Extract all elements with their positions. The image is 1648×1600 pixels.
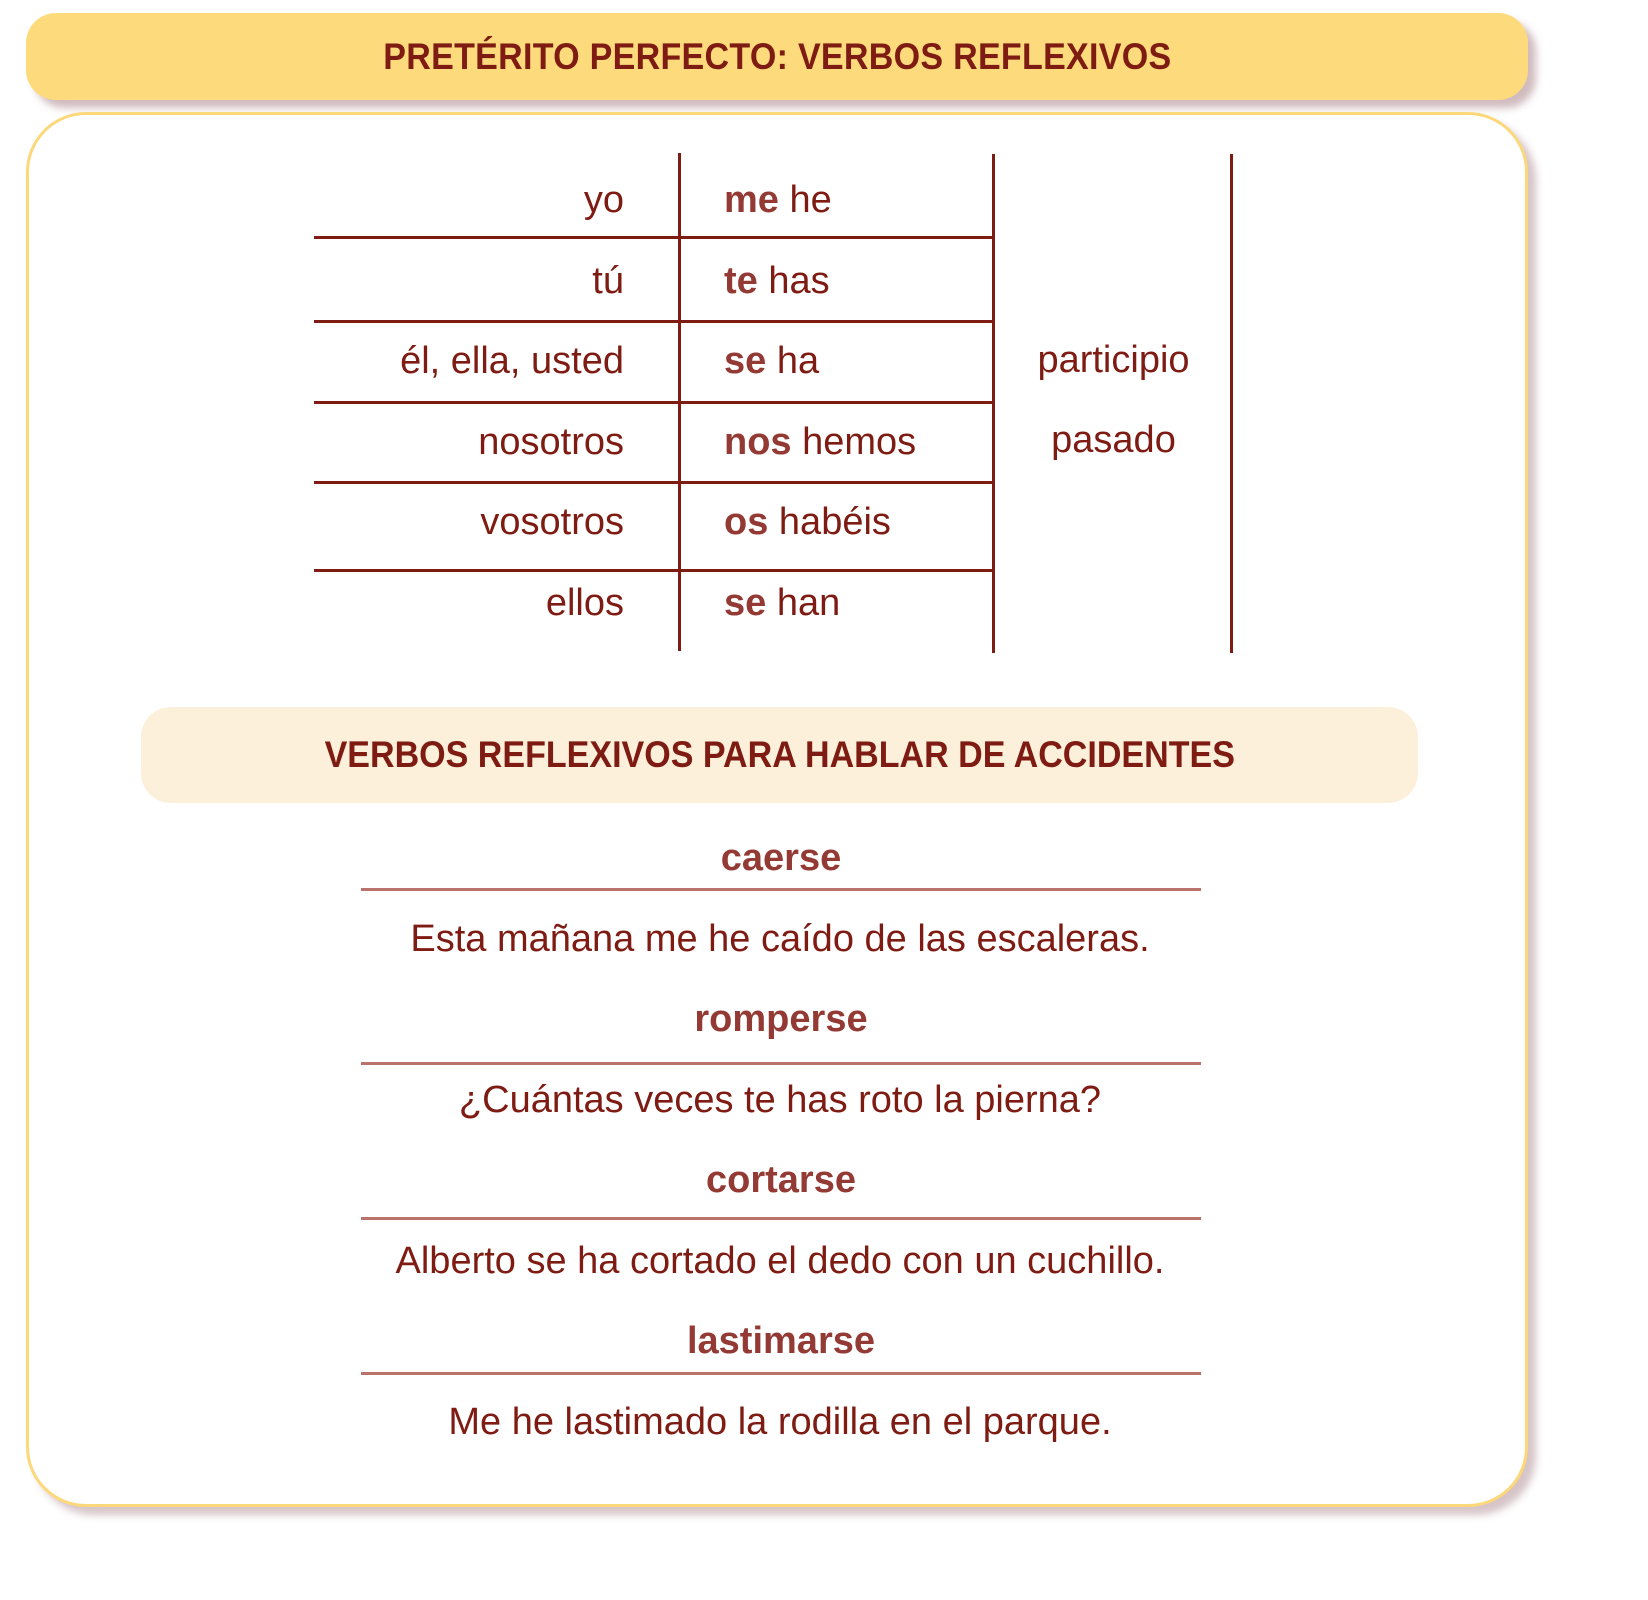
- pronoun-cell: nosotros: [478, 421, 624, 463]
- reflexive-pronoun: se: [724, 582, 767, 624]
- example-verb: cortarse: [706, 1159, 856, 1201]
- page-title: PRETÉRITO PERFECTO: VERBOS REFLEXIVOS: [382, 35, 1172, 77]
- participle-line2: pasado: [1051, 419, 1176, 461]
- row-divider: [314, 320, 994, 323]
- reflexive-pronoun: te: [724, 260, 758, 302]
- auxiliary-verb: han: [776, 582, 841, 624]
- example-divider: [361, 888, 1201, 891]
- auxiliary-cell: [724, 261, 994, 301]
- auxiliary-verb: he: [789, 179, 832, 221]
- participle-line1: participio: [1037, 339, 1190, 381]
- auxiliary-verb: hemos: [802, 421, 917, 463]
- pronoun-cell: tú: [592, 260, 624, 302]
- example-divider: [361, 1062, 1201, 1065]
- pronoun-cell: yo: [583, 179, 624, 221]
- conjugation-table: [0, 0, 1648, 700]
- pronoun-cell: ellos: [545, 582, 624, 624]
- section-header: [141, 707, 1418, 803]
- reflexive-pronoun: me: [724, 179, 779, 221]
- section-title: VERBOS REFLEXIVOS PARA HABLAR DE ACCIDENTES: [324, 734, 1235, 775]
- reflexive-pronoun: os: [724, 501, 769, 543]
- pronoun-cell: vosotros: [480, 501, 624, 543]
- example-sentence: Alberto se ha cortado el dedo con un cuchillo.: [395, 1240, 1165, 1282]
- example-sentence: Me he lastimado la rodilla en el parque.: [448, 1401, 1112, 1443]
- pronoun-cell: él, ella, usted: [400, 340, 624, 382]
- example-divider: [361, 1217, 1201, 1220]
- auxiliary-verb: habéis: [778, 501, 891, 543]
- row-divider: [314, 401, 994, 404]
- auxiliary-cell: [724, 583, 994, 623]
- example-sentence: ¿Cuántas veces te has roto la pierna?: [458, 1079, 1102, 1121]
- example-verb: romperse: [694, 998, 868, 1040]
- auxiliary-cell: [724, 502, 994, 542]
- example-verb: lastimarse: [686, 1320, 875, 1362]
- auxiliary-verb: ha: [776, 340, 820, 382]
- auxiliary-cell: [724, 180, 994, 220]
- row-divider: [314, 481, 994, 484]
- reflexive-pronoun: se: [724, 340, 767, 382]
- example-verb: caerse: [720, 837, 842, 879]
- example-divider: [361, 1372, 1201, 1375]
- auxiliary-verb: has: [768, 260, 830, 302]
- row-divider: [314, 569, 994, 572]
- row-divider: [314, 236, 994, 239]
- participle-cell: [996, 320, 1231, 480]
- example-sentence: Esta mañana me he caído de las escaleras.: [410, 918, 1150, 960]
- reflexive-pronoun: nos: [724, 421, 792, 463]
- auxiliary-cell: [724, 422, 994, 462]
- auxiliary-cell: [724, 341, 994, 381]
